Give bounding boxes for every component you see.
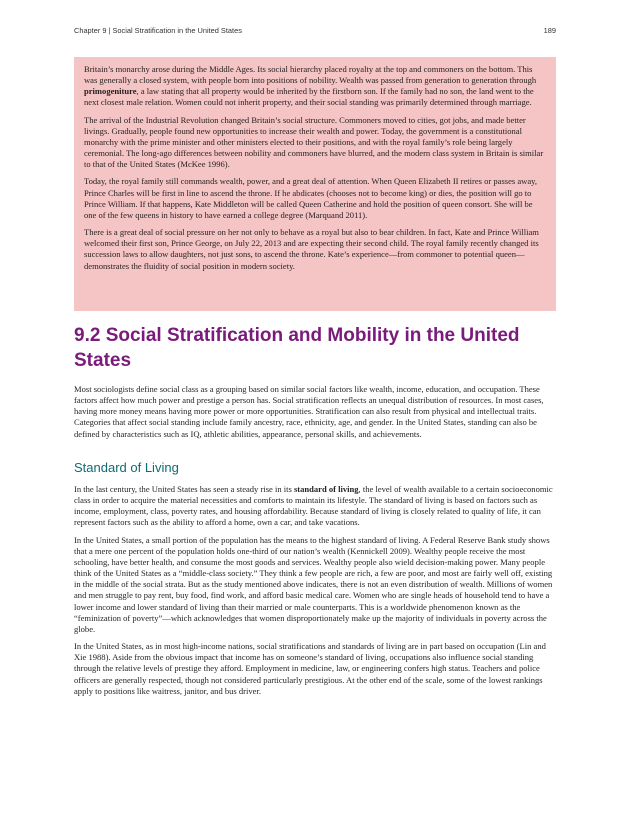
section-intro: [74, 384, 558, 446]
chapter-title: Chapter 9 | Social Stratification in the United States: [74, 26, 242, 35]
body-paragraph: In the United States, a small portion of the population has the means to the highest standard of living. A Federal Reserve Bank study shows that a mere one percent of the population holds one-third of our nation’s wealth (Kennickell 2009). Wealthy people receive the most schooling, have better health, and consume the most goods and services. Wealthy people also wield decision-making power. Many people think of the United States as a “middle-class society.” They think a few people are rich, a few are poor, and most are fairly well off, existing in the middle of the social strata. But as the study mentioned above indicates, there is not an even distribution of wealth. Millions of women and men struggle to pay rent, buy food, find work, and afford basic medical care. Women who are single heads of household tend to have a lower income and lower standard of living than their married or male counterparts. This is a worldwide phenomenon known as the “feminization of poverty”—which acknowledges that women disproportionately make up the majority of individuals in poverty across the globe.: [74, 534, 553, 634]
key-term-primogeniture: primogeniture: [84, 86, 137, 97]
section-title: 9.2 Social Stratification and Mobility in the United States: [74, 325, 520, 371]
subsection-body: [74, 484, 558, 703]
feature-box-british-monarchy: [74, 57, 556, 311]
feature-text: Britain’s monarchy arose during the Middle Ages. Its social hierarchy placed royalty at the top and commoners on the bottom. This was generally a closed system, with people born into positions of nobility. Wealth was passed from generation to generation through: [84, 64, 537, 86]
page-number: 189: [543, 26, 556, 35]
feature-paragraph: Today, the royal family still commands wealth, power, and a great deal of attention. When Queen Elizabeth II retires or passes away, Prince Charles will be first in line to ascend the throne. If he abdicates (chooses not to become king) or dies, the position will go to Prince William. If that happens, Kate Middleton will be called Queen Catherine and hold the position of queen consort. She will be one of the few queens in history to have earned a college degree (Marquand 2011).: [84, 176, 537, 220]
feature-paragraph: There is a great deal of social pressure on her not only to behave as a royal but also to bear children. In fact, Kate and Prince William welcomed their first son, Prince George, on July 22, 2013 and are expecting their second child. The royal family recently changed its succession laws to allow daughters, not just sons, to ascend the throne. Kate’s experience—from commoner to potential queen—demonstrates the fluidity of social position in modern society.: [84, 227, 539, 271]
subsection-heading: Standard of Living: [74, 460, 179, 475]
body-text: In the last century, the United States has seen a steady rise in its: [74, 484, 294, 494]
feature-paragraph: The arrival of the Industrial Revolution changed Britain’s social structure. Commoners moved to cities, got jobs, and made better livings. Gradually, people found new opportunities to increase their wealth and power. Today, the government is a constitutional monarchy with the prime minister and other ministers elected to their positions, and with the royal family’s role being largely ceremonial. The long-ago differences between nobility and commoners have blurred, and the modern class system in Britain is similar to that of the United States (McKee 1996).: [84, 114, 544, 170]
body-text: , the level of wealth available to a certain socioeconomic class in order to acquire the material necessities and comforts to maintain its lifestyle. The standard of living is based on factors such as income, employment, class, poverty rates, and housing affordability. Because standard of living is closely related to quality of life, it can represent factors such as the ability to afford a home, own a car, and take vacations.: [74, 484, 553, 528]
running-header: [74, 26, 556, 38]
body-paragraph: [74, 484, 558, 529]
feature-paragraph: [84, 64, 546, 109]
intro-paragraph: Most sociologists define social class as a grouping based on similar social factors like wealth, income, education, and occupation. These factors affect how much power and prestige a person has. Social stratification reflects an unequal distribution of resources. In most cases, having more money means having more power or more opportunities. Stratification can also result from physical and intellectual traits. Categories that affect social standing include family ancestry, race, ethnicity, age, and gender. In the United States, standing can also be defined by characteristics such as IQ, athletic abilities, appearance, personal skills, and achievements.: [74, 384, 544, 439]
body-paragraph: In the United States, as in most high-income nations, social stratifications and standards of living are in part based on occupation (Lin and Xie 1988). Aside from the obvious impact that income has on someone’s standard of living, occupations also influence social standing through the relative levels of prestige they afford. Employment in medicine, law, or engineering confers high status. Teachers and police officers are generally respected, though not considered particularly prestigious. At the other end of the scale, some of the lowest rankings apply to positions like waitress, janitor, and bus driver.: [74, 641, 546, 696]
key-term-standard-of-living: standard of living: [293, 484, 359, 494]
feature-text: , a law stating that all property would be inherited by the firstborn son. If the family had no son, the land went to the next closest male relation. Women could not inherit property, and their social standing was primarily determined through marriage.: [84, 86, 534, 108]
